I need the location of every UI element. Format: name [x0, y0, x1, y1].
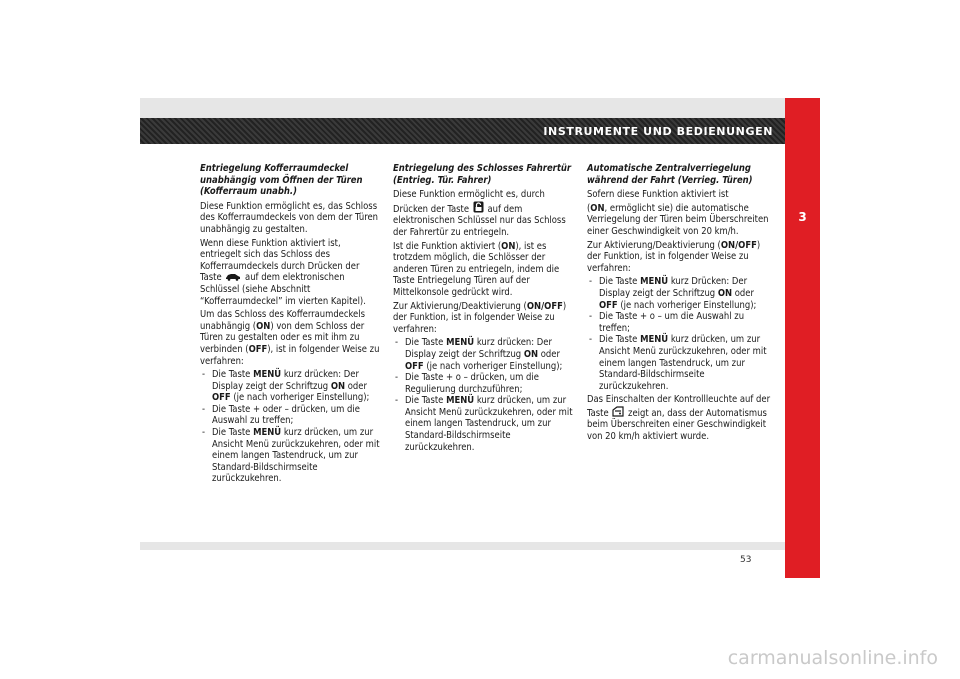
header-bar [140, 118, 785, 144]
menu-label: MENÜ [640, 276, 669, 288]
bottom-band [140, 542, 785, 550]
paragraph [393, 189, 573, 238]
paragraph [200, 238, 383, 308]
section-title: INSTRUMENTE UND BEDIENUNGEN [543, 125, 773, 138]
text: ), ist in folgender Weise zu verfahren: [200, 343, 380, 367]
column-driver-door-unlock [393, 163, 573, 455]
top-band [140, 98, 785, 118]
heading-driver-door: Entriegelung des Schlosses Fahrertür (Entrieg. Tür. Fahrer) [393, 163, 572, 186]
paragraph [587, 189, 772, 201]
paragraph [393, 241, 573, 299]
on-label: ON [256, 320, 271, 332]
on-label: ON [501, 240, 516, 252]
on-label: ON [330, 380, 346, 392]
text: Sofern diese Funktion aktiviert ist [587, 189, 729, 201]
menu-label: MENÜ [253, 427, 282, 439]
menu-label: MENÜ [253, 369, 282, 381]
paragraph [200, 309, 383, 367]
steps-list [587, 276, 772, 392]
menu-label: MENÜ [446, 337, 475, 349]
on-off-label: ON/OFF [720, 239, 757, 251]
text: Das Einschalten der Kontrollleuchte auf der Taste [587, 394, 771, 419]
off-label: OFF [599, 299, 618, 311]
paragraph [393, 301, 573, 336]
off-label: OFF [212, 392, 231, 404]
list-item: - Die Taste MENÜ kurz drücken, um zur Ansicht Menü zurückzukehren, oder mit einem langen Tastendruck, um zur Standard-Bildschirmseite zurückzukehren. [587, 334, 772, 392]
on-label: ON [590, 202, 605, 214]
chapter-number: 3 [798, 210, 807, 224]
list-item: - Die Taste MENÜ kurz drücken: Der Display zeigt der Schriftzug ON oder OFF (je nach vorheriger Einstellung); [200, 369, 383, 404]
menu-label: MENÜ [640, 334, 669, 346]
menu-label: MENÜ [446, 395, 475, 407]
list-item: - Die Taste MENÜ kurz Drücken: Der Display zeigt der Schriftzug ON oder OFF (je nach vorheriger Einstellung); [587, 276, 772, 311]
text: ( [587, 202, 591, 214]
text: zeigt an, dass der Automatismus beim Überschreiten einer Geschwindigkeit von 20 km/h aktiviert wurde. [587, 407, 767, 443]
on-label: ON [717, 287, 733, 299]
off-label: OFF [405, 360, 424, 372]
paragraph [200, 201, 383, 236]
page-number: 53 [740, 555, 752, 565]
list-item: - Die Taste + o – drücken, um die Regulierung durchzuführen; [393, 372, 573, 395]
column-auto-lock [587, 163, 772, 445]
steps-list [393, 337, 573, 453]
off-label: OFF [248, 343, 268, 355]
text: ) der Funktion, ist in folgender Weise zu verfahren: [393, 300, 567, 335]
text: auf dem elektronischen Schlüssel nur das Schloss der Fahrertür zu entriegeln. [393, 203, 566, 238]
list-item: - Die Taste MENÜ kurz drücken, um zur Ansicht Menü zurückzukehren, oder mit einem langen Tastendruck, um zur Standard-Bildschirmseite zurückzukehren. [200, 427, 383, 485]
column-trunk-release [200, 163, 383, 487]
text: ) von dem Schloss der Türen zu gestalten oder es mit ihm zu verbinden ( [200, 320, 365, 355]
text: Diese Funktion ermöglicht es, durch Drücken der Taste [393, 189, 545, 215]
text: Zur Aktivierung/Deaktivierung ( [587, 239, 721, 251]
text: Ist die Funktion aktiviert ( [393, 240, 502, 252]
text: Zur Aktivierung/Deaktivierung ( [393, 300, 527, 312]
list-item: - Die Taste + o – um die Auswahl zu treffen; [587, 311, 772, 334]
heading-trunk-release: Entriegelung Kofferraumdeckel unabhängig vom Öffnen der Türen (Kofferraum unabh.) [200, 163, 363, 198]
text: , ermöglicht sie) die automatische Verriegelung der Türen beim Überschreiten einer Geschwindigkeit von 20 km/h. [587, 202, 769, 237]
paragraph [587, 240, 772, 275]
text: ) der Funktion, ist in folgender Weise zu verfahren: [587, 239, 761, 274]
door-lock-button-icon [612, 406, 624, 417]
text: Diese Funktion ermöglicht es, das Schloss des Kofferraumdeckels von dem der Türen unabhängig zu gestalten. [200, 200, 378, 235]
paragraph [587, 394, 772, 442]
on-label: ON [523, 348, 539, 360]
unlock-padlock-icon [473, 201, 484, 213]
steps-list [200, 369, 383, 485]
on-off-label: ON/OFF [526, 300, 563, 312]
list-item: - Die Taste MENÜ kurz drücken, um zur Ansicht Menü zurückzukehren, oder mit einem langen Tastendruck, um zur Standard-Bildschirmseite zurückzukehren. [393, 395, 573, 453]
list-item: - Die Taste MENÜ kurz drücken: Der Display zeigt der Schriftzug ON oder OFF (je nach vorheriger Einstellung); [393, 337, 573, 372]
watermark: carmanualsonline.info [727, 647, 938, 669]
text: Um das Schloss des Kofferraumdeckels unabhängig ( [200, 309, 365, 332]
paragraph [587, 203, 772, 238]
list-item: - Die Taste + oder – drücken, um die Auswahl zu treffen; [200, 404, 383, 427]
text: auf dem elektronischen Schlüssel (siehe Abschnitt “Kofferraumdeckel” im vierten Kapitel). [200, 272, 366, 307]
car-trunk-icon [225, 272, 241, 281]
heading-auto-lock: Automatische Zentralverriegelung während der Fahrt (Verrieg. Türen) [587, 163, 753, 186]
chapter-tab [785, 98, 820, 578]
text: ), ist es trotzdem möglich, die Schlösser der anderen Türen zu entriegeln, indem die Taste Entriegelung Türen auf der Mittelkonsole gedrückt wird. [393, 240, 560, 298]
text: Wenn diese Funktion aktiviert ist, entriegelt sich das Schloss des Kofferraumdeckels durch Drücken der Taste [200, 237, 360, 284]
